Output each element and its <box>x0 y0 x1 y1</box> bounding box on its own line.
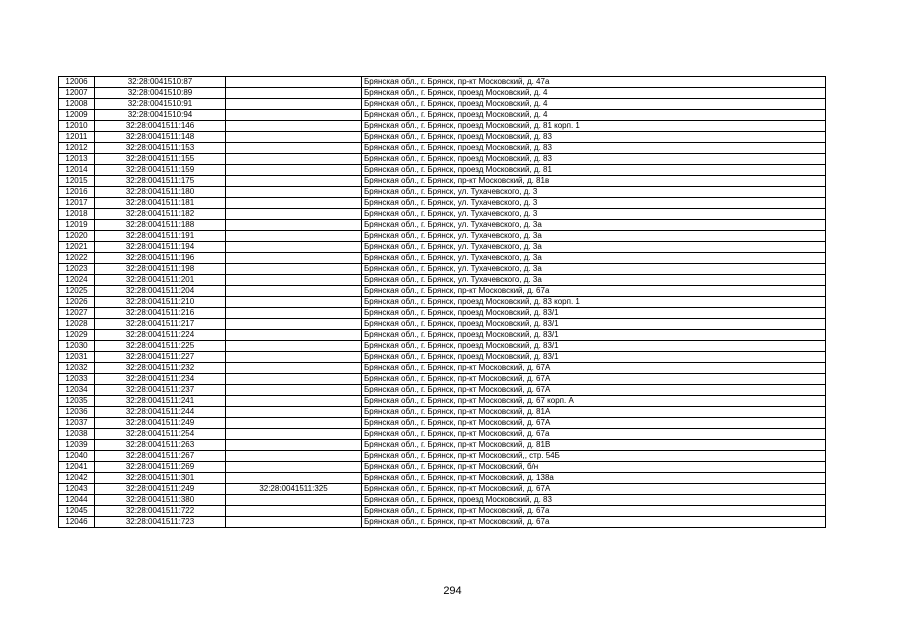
table-row <box>59 484 826 495</box>
cadastral-number-cell: 32:28:0041511:249 <box>95 484 226 495</box>
cadastral-number-cell: 32:28:0041511:249 <box>95 418 226 429</box>
table-row <box>59 297 826 308</box>
row-number-cell: 12012 <box>59 143 95 154</box>
address-cell: Брянская обл., г. Брянск, пр-кт Московский, д. 67А <box>362 418 826 429</box>
linked-cadastral-number-cell <box>226 319 362 330</box>
address-cell: Брянская обл., г. Брянск, пр-кт Московский, д. 67а <box>362 429 826 440</box>
cadastral-number-cell: 32:28:0041511:155 <box>95 154 226 165</box>
table-row <box>59 253 826 264</box>
linked-cadastral-number-cell <box>226 220 362 231</box>
cadastral-number-cell: 32:28:0041511:198 <box>95 264 226 275</box>
linked-cadastral-number-cell <box>226 517 362 528</box>
linked-cadastral-number-cell <box>226 341 362 352</box>
linked-cadastral-number-cell <box>226 253 362 264</box>
cadastral-number-cell: 32:28:0041511:210 <box>95 297 226 308</box>
table-row <box>59 209 826 220</box>
linked-cadastral-number-cell <box>226 209 362 220</box>
address-cell: Брянская обл., г. Брянск, ул. Тухачевского, д. 3а <box>362 264 826 275</box>
row-number-cell: 12034 <box>59 385 95 396</box>
row-number-cell: 12031 <box>59 352 95 363</box>
row-number-cell: 12029 <box>59 330 95 341</box>
address-cell: Брянская обл., г. Брянск, пр-кт Московский, д. 67 корп. А <box>362 396 826 407</box>
table-row <box>59 242 826 253</box>
row-number-cell: 12044 <box>59 495 95 506</box>
table-row <box>59 99 826 110</box>
linked-cadastral-number-cell <box>226 385 362 396</box>
linked-cadastral-number-cell <box>226 77 362 88</box>
cadastral-number-cell: 32:28:0041510:91 <box>95 99 226 110</box>
table-row <box>59 418 826 429</box>
cadastral-number-cell: 32:28:0041511:267 <box>95 451 226 462</box>
linked-cadastral-number-cell <box>226 231 362 242</box>
cadastral-number-cell: 32:28:0041510:87 <box>95 77 226 88</box>
table-row <box>59 220 826 231</box>
table-row <box>59 352 826 363</box>
row-number-cell: 12013 <box>59 154 95 165</box>
row-number-cell: 12040 <box>59 451 95 462</box>
cadastral-number-cell: 32:28:0041511:217 <box>95 319 226 330</box>
row-number-cell: 12041 <box>59 462 95 473</box>
address-cell: Брянская обл., г. Брянск, пр-кт Московский, д. 47а <box>362 77 826 88</box>
table-row <box>59 308 826 319</box>
address-cell: Брянская обл., г. Брянск, проезд Московский, д. 4 <box>362 110 826 121</box>
table-row <box>59 154 826 165</box>
cadastral-number-cell: 32:28:0041511:227 <box>95 352 226 363</box>
address-cell: Брянская обл., г. Брянск, ул. Тухачевского, д. 3 <box>362 198 826 209</box>
address-cell: Брянская обл., г. Брянск, пр-кт Московский, д. 67А <box>362 385 826 396</box>
table-body <box>59 77 826 528</box>
address-cell: Брянская обл., г. Брянск, проезд Московский, д. 83/1 <box>362 319 826 330</box>
table-row <box>59 143 826 154</box>
table-row <box>59 77 826 88</box>
linked-cadastral-number-cell <box>226 418 362 429</box>
table-row <box>59 110 826 121</box>
table-row <box>59 517 826 528</box>
linked-cadastral-number-cell <box>226 187 362 198</box>
row-number-cell: 12024 <box>59 275 95 286</box>
cadastral-number-cell: 32:28:0041511:175 <box>95 176 226 187</box>
table-row <box>59 330 826 341</box>
cadastral-number-cell: 32:28:0041511:237 <box>95 385 226 396</box>
table-row <box>59 187 826 198</box>
table-row <box>59 341 826 352</box>
row-number-cell: 12042 <box>59 473 95 484</box>
cadastral-number-cell: 32:28:0041511:148 <box>95 132 226 143</box>
row-number-cell: 12023 <box>59 264 95 275</box>
linked-cadastral-number-cell <box>226 198 362 209</box>
page-number: 294 <box>443 585 462 597</box>
cadastral-number-cell: 32:28:0041511:380 <box>95 495 226 506</box>
address-cell: Брянская обл., г. Брянск, ул. Тухачевского, д. 3а <box>362 275 826 286</box>
linked-cadastral-number-cell <box>226 396 362 407</box>
cadastral-number-cell: 32:28:0041511:301 <box>95 473 226 484</box>
linked-cadastral-number-cell <box>226 99 362 110</box>
row-number-cell: 12006 <box>59 77 95 88</box>
address-cell: Брянская обл., г. Брянск, ул. Тухачевского, д. 3 <box>362 187 826 198</box>
cadastral-number-cell: 32:28:0041511:196 <box>95 253 226 264</box>
row-number-cell: 12037 <box>59 418 95 429</box>
table-row <box>59 121 826 132</box>
table-row <box>59 385 826 396</box>
cadastral-number-cell: 32:28:0041511:153 <box>95 143 226 154</box>
linked-cadastral-number-cell <box>226 495 362 506</box>
table-row <box>59 396 826 407</box>
table-row <box>59 473 826 484</box>
row-number-cell: 12030 <box>59 341 95 352</box>
address-cell: Брянская обл., г. Брянск, пр-кт Московский,, стр. 54Б <box>362 451 826 462</box>
row-number-cell: 12033 <box>59 374 95 385</box>
linked-cadastral-number-cell <box>226 462 362 473</box>
address-cell: Брянская обл., г. Брянск, пр-кт Московский, д. 138а <box>362 473 826 484</box>
address-cell: Брянская обл., г. Брянск, ул. Тухачевского, д. 3а <box>362 231 826 242</box>
cadastral-number-cell: 32:28:0041511:182 <box>95 209 226 220</box>
row-number-cell: 12019 <box>59 220 95 231</box>
cadastral-number-cell: 32:28:0041511:244 <box>95 407 226 418</box>
cadastral-number-cell: 32:28:0041511:180 <box>95 187 226 198</box>
linked-cadastral-number-cell <box>226 297 362 308</box>
table-row <box>59 462 826 473</box>
row-number-cell: 12015 <box>59 176 95 187</box>
address-cell: Брянская обл., г. Брянск, проезд Московский, д. 83/1 <box>362 341 826 352</box>
cadastral-number-cell: 32:28:0041511:181 <box>95 198 226 209</box>
linked-cadastral-number-cell <box>226 451 362 462</box>
address-cell: Брянская обл., г. Брянск, пр-кт Московский, д. 67А <box>362 363 826 374</box>
linked-cadastral-number-cell <box>226 121 362 132</box>
linked-cadastral-number-cell <box>226 440 362 451</box>
address-cell: Брянская обл., г. Брянск, пр-кт Московский, д. 67а <box>362 286 826 297</box>
table-row <box>59 363 826 374</box>
table-row <box>59 429 826 440</box>
cadastral-number-cell: 32:28:0041511:241 <box>95 396 226 407</box>
linked-cadastral-number-cell <box>226 473 362 484</box>
cadastral-number-cell: 32:28:0041511:204 <box>95 286 226 297</box>
address-cell: Брянская обл., г. Брянск, проезд Московский, д. 4 <box>362 88 826 99</box>
cadastral-number-cell: 32:28:0041511:201 <box>95 275 226 286</box>
cadastral-number-cell: 32:28:0041511:216 <box>95 308 226 319</box>
row-number-cell: 12022 <box>59 253 95 264</box>
table-row <box>59 88 826 99</box>
row-number-cell: 12017 <box>59 198 95 209</box>
linked-cadastral-number-cell <box>226 506 362 517</box>
row-number-cell: 12038 <box>59 429 95 440</box>
cadastral-number-cell: 32:28:0041510:94 <box>95 110 226 121</box>
row-number-cell: 12039 <box>59 440 95 451</box>
address-cell: Брянская обл., г. Брянск, пр-кт Московский, д. 67А <box>362 484 826 495</box>
table-row <box>59 451 826 462</box>
table-row <box>59 374 826 385</box>
linked-cadastral-number-cell <box>226 132 362 143</box>
linked-cadastral-number-cell <box>226 242 362 253</box>
cadastral-number-cell: 32:28:0041511:254 <box>95 429 226 440</box>
table-row <box>59 286 826 297</box>
table-row <box>59 231 826 242</box>
table-row <box>59 275 826 286</box>
cadastral-number-cell: 32:28:0041511:225 <box>95 341 226 352</box>
row-number-cell: 12032 <box>59 363 95 374</box>
row-number-cell: 12009 <box>59 110 95 121</box>
address-cell: Брянская обл., г. Брянск, проезд Московский, д. 4 <box>362 99 826 110</box>
address-cell: Брянская обл., г. Брянск, пр-кт Московский, д. 81В <box>362 440 826 451</box>
address-cell: Брянская обл., г. Брянск, пр-кт Московский, д. 67а <box>362 517 826 528</box>
address-cell: Брянская обл., г. Брянск, проезд Московский, д. 83 корп. 1 <box>362 297 826 308</box>
row-number-cell: 12010 <box>59 121 95 132</box>
address-cell: Брянская обл., г. Брянск, ул. Тухачевского, д. 3а <box>362 220 826 231</box>
linked-cadastral-number-cell: 32:28:0041511:325 <box>226 484 362 495</box>
linked-cadastral-number-cell <box>226 286 362 297</box>
table-row <box>59 440 826 451</box>
cadastral-number-cell: 32:28:0041511:194 <box>95 242 226 253</box>
address-cell: Брянская обл., г. Брянск, проезд Московский, д. 83 <box>362 154 826 165</box>
linked-cadastral-number-cell <box>226 143 362 154</box>
row-number-cell: 12035 <box>59 396 95 407</box>
row-number-cell: 12045 <box>59 506 95 517</box>
linked-cadastral-number-cell <box>226 374 362 385</box>
address-cell: Брянская обл., г. Брянск, ул. Тухачевского, д. 3 <box>362 209 826 220</box>
row-number-cell: 12020 <box>59 231 95 242</box>
address-cell: Брянская обл., г. Брянск, пр-кт Московский, д. 67А <box>362 374 826 385</box>
address-cell: Брянская обл., г. Брянск, пр-кт Московский, б/н <box>362 462 826 473</box>
linked-cadastral-number-cell <box>226 308 362 319</box>
linked-cadastral-number-cell <box>226 88 362 99</box>
row-number-cell: 12027 <box>59 308 95 319</box>
linked-cadastral-number-cell <box>226 330 362 341</box>
linked-cadastral-number-cell <box>226 165 362 176</box>
row-number-cell: 12011 <box>59 132 95 143</box>
linked-cadastral-number-cell <box>226 110 362 121</box>
registry-table <box>58 76 826 528</box>
address-cell: Брянская обл., г. Брянск, пр-кт Московский, д. 81в <box>362 176 826 187</box>
cadastral-number-cell: 32:28:0041511:188 <box>95 220 226 231</box>
row-number-cell: 12036 <box>59 407 95 418</box>
linked-cadastral-number-cell <box>226 429 362 440</box>
row-number-cell: 12026 <box>59 297 95 308</box>
address-cell: Брянская обл., г. Брянск, проезд Московский, д. 83/1 <box>362 308 826 319</box>
table-row <box>59 165 826 176</box>
linked-cadastral-number-cell <box>226 363 362 374</box>
cadastral-number-cell: 32:28:0041511:269 <box>95 462 226 473</box>
row-number-cell: 12025 <box>59 286 95 297</box>
address-cell: Брянская обл., г. Брянск, пр-кт Московский, д. 81А <box>362 407 826 418</box>
table-row <box>59 506 826 517</box>
row-number-cell: 12008 <box>59 99 95 110</box>
cadastral-number-cell: 32:28:0041511:234 <box>95 374 226 385</box>
linked-cadastral-number-cell <box>226 275 362 286</box>
linked-cadastral-number-cell <box>226 264 362 275</box>
cadastral-number-cell: 32:28:0041511:232 <box>95 363 226 374</box>
cadastral-number-cell: 32:28:0041511:146 <box>95 121 226 132</box>
row-number-cell: 12046 <box>59 517 95 528</box>
address-cell: Брянская обл., г. Брянск, проезд Московский, д. 83 <box>362 132 826 143</box>
cadastral-number-cell: 32:28:0041511:263 <box>95 440 226 451</box>
cadastral-number-cell: 32:28:0041510:89 <box>95 88 226 99</box>
table-row <box>59 176 826 187</box>
address-cell: Брянская обл., г. Брянск, проезд Московский, д. 81 корп. 1 <box>362 121 826 132</box>
cadastral-number-cell: 32:28:0041511:722 <box>95 506 226 517</box>
table-row <box>59 319 826 330</box>
linked-cadastral-number-cell <box>226 176 362 187</box>
row-number-cell: 12043 <box>59 484 95 495</box>
linked-cadastral-number-cell <box>226 407 362 418</box>
address-cell: Брянская обл., г. Брянск, ул. Тухачевского, д. 3а <box>362 253 826 264</box>
address-cell: Брянская обл., г. Брянск, пр-кт Московский, д. 67а <box>362 506 826 517</box>
table-row <box>59 407 826 418</box>
table-row <box>59 132 826 143</box>
address-cell: Брянская обл., г. Брянск, проезд Московский, д. 83 <box>362 495 826 506</box>
row-number-cell: 12014 <box>59 165 95 176</box>
address-cell: Брянская обл., г. Брянск, проезд Московский, д. 83/1 <box>362 352 826 363</box>
row-number-cell: 12021 <box>59 242 95 253</box>
table-row <box>59 495 826 506</box>
address-cell: Брянская обл., г. Брянск, проезд Московский, д. 81 <box>362 165 826 176</box>
table-row <box>59 264 826 275</box>
cadastral-number-cell: 32:28:0041511:224 <box>95 330 226 341</box>
address-cell: Брянская обл., г. Брянск, ул. Тухачевского, д. 3а <box>362 242 826 253</box>
cadastral-number-cell: 32:28:0041511:191 <box>95 231 226 242</box>
cadastral-number-cell: 32:28:0041511:723 <box>95 517 226 528</box>
table-row <box>59 198 826 209</box>
linked-cadastral-number-cell <box>226 352 362 363</box>
row-number-cell: 12007 <box>59 88 95 99</box>
address-cell: Брянская обл., г. Брянск, проезд Московский, д. 83/1 <box>362 330 826 341</box>
row-number-cell: 12028 <box>59 319 95 330</box>
cadastral-number-cell: 32:28:0041511:159 <box>95 165 226 176</box>
linked-cadastral-number-cell <box>226 154 362 165</box>
row-number-cell: 12016 <box>59 187 95 198</box>
row-number-cell: 12018 <box>59 209 95 220</box>
address-cell: Брянская обл., г. Брянск, проезд Московский, д. 83 <box>362 143 826 154</box>
